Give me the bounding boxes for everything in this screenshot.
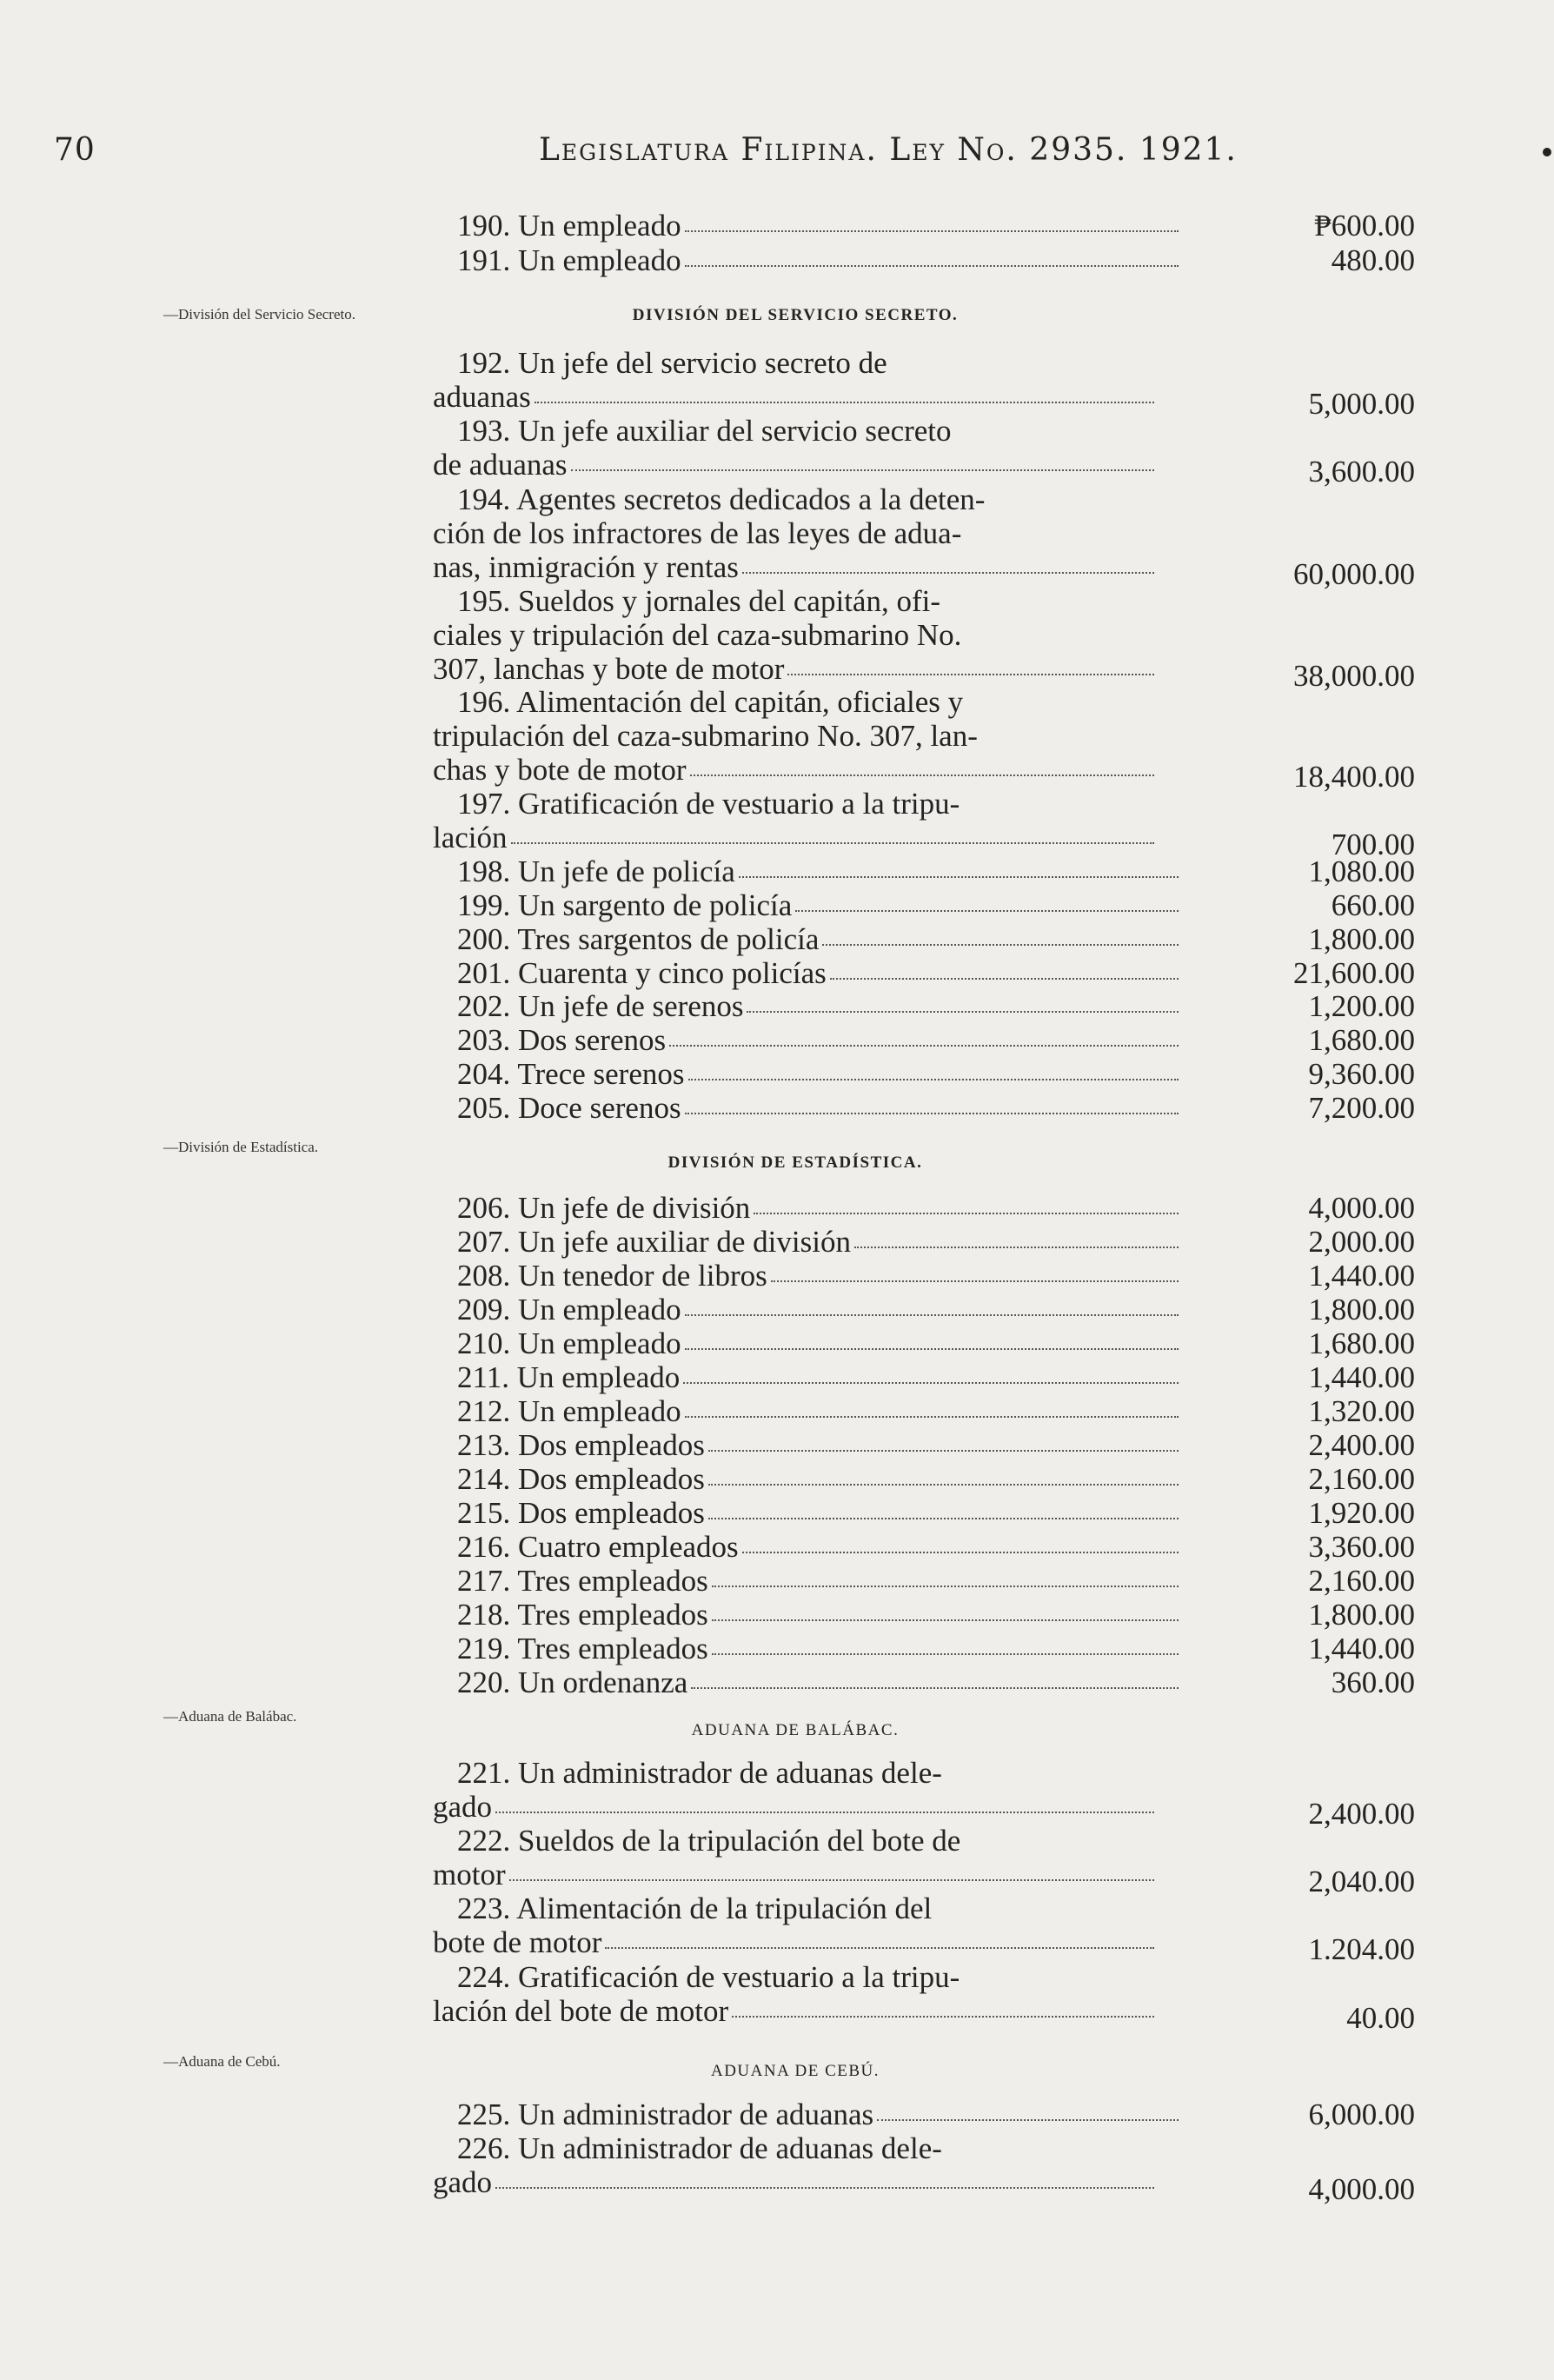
entry-amount: 1,680.00 (1308, 1023, 1415, 1057)
entry-amount: 9,360.00 (1308, 1057, 1415, 1091)
entry-text: lación (433, 821, 508, 854)
entry-text: 216. Cuatro empleados (457, 1530, 739, 1564)
leader-dots (685, 227, 1179, 232)
entry-text: 207. Un jefe auxiliar de división (457, 1225, 851, 1259)
leader-dots (712, 1650, 1179, 1655)
entry-item (433, 854, 1154, 888)
leader-dots (708, 1514, 1179, 1519)
entry-text: 221. Un administrador de aduanas dele- (457, 1756, 942, 1790)
entry-text: de aduanas (433, 448, 568, 482)
entry-text: 203. Dos serenos (457, 1023, 667, 1057)
entry-text: 210. Un empleado (457, 1326, 681, 1360)
leader-dots (685, 1311, 1179, 1316)
leader-dots (535, 398, 1154, 403)
leader-dots (669, 1041, 1179, 1047)
entry-amount: 2,160.00 (1308, 1462, 1415, 1496)
entry-text: 307, lanchas y bote de motor (433, 652, 785, 686)
entry-amount: 1,440.00 (1308, 1632, 1415, 1665)
entry-amount: 1,440.00 (1308, 1360, 1415, 1394)
leader-dots (708, 1480, 1179, 1486)
entry-item (433, 1428, 1154, 1462)
entry-amount: 60,000.00 (1293, 557, 1415, 591)
entry-text: gado (433, 1790, 493, 1824)
leader-dots (742, 1548, 1179, 1553)
entry-amount: 6,000.00 (1308, 2097, 1415, 2131)
entry-amount: 1,920.00 (1308, 1496, 1415, 1530)
margin-note-estadistica: —División de Estadística. (163, 1139, 319, 1155)
entry-text: 212. Un empleado (457, 1394, 681, 1428)
entry-item (433, 956, 1154, 990)
entry-item (433, 482, 1154, 584)
section-heading-balabac: ADUANA DE BALÁBAC. (691, 1721, 900, 1739)
leader-dots (754, 1209, 1179, 1214)
leader-dots (683, 1379, 1179, 1384)
entry-item (433, 1756, 1154, 1824)
leader-dots (685, 1345, 1179, 1350)
entry-amount: ₱600.00 (1314, 209, 1415, 243)
leader-dots (854, 1243, 1179, 1248)
entry-text: 218. Tres empleados (457, 1598, 708, 1632)
entry-amount: 660.00 (1331, 888, 1415, 922)
entry-item (433, 209, 1154, 243)
stray-dot (1543, 148, 1551, 156)
entry-amount: 2,160.00 (1308, 1564, 1415, 1598)
entry-item (433, 1564, 1154, 1598)
entry-item (433, 584, 1154, 686)
entry-amount: 1,800.00 (1308, 1293, 1415, 1326)
entry-item (433, 1891, 1154, 1959)
entry-amount: 1,320.00 (1308, 1394, 1415, 1428)
entry-text: 225. Un administrador de aduanas (457, 2097, 874, 2131)
entry-text: chas y bote de motor (433, 753, 687, 787)
entry-text: ción de los infractores de las leyes de adua- (433, 516, 962, 550)
entry-text: 211. Un empleado (457, 1360, 681, 1394)
section-heading-servicio-secreto: DIVISIÓN DEL SERVICIO SECRETO. (632, 306, 959, 324)
entry-item (433, 1665, 1154, 1699)
entry-amount: 2,000.00 (1308, 1225, 1415, 1259)
entry-item (433, 1293, 1154, 1326)
entry-amount: 4,000.00 (1308, 1191, 1415, 1225)
entry-text: 199. Un sargento de policía (457, 888, 793, 922)
leader-dots (771, 1277, 1179, 1282)
entry-text: 215. Dos empleados (457, 1496, 705, 1530)
entry-item (433, 2097, 1154, 2131)
entry-text: 198. Un jefe de policía (457, 854, 735, 888)
entry-item (433, 1530, 1154, 1564)
leader-dots (712, 1616, 1179, 1621)
entry-text: 200. Tres sargentos de policía (457, 922, 820, 956)
entry-text: 226. Un administrador de aduanas dele- (457, 2131, 942, 2165)
entry-item (433, 1598, 1154, 1632)
entry-item (433, 243, 1154, 277)
margin-note-cebu: —Aduana de Cebú. (163, 2053, 281, 2070)
leader-dots (830, 974, 1179, 980)
entry-amount: 1,800.00 (1308, 922, 1415, 956)
entry-text: 213. Dos empleados (457, 1428, 705, 1462)
entry-text: 204. Trece serenos (457, 1057, 685, 1091)
entry-text: 202. Un jefe de serenos (457, 989, 744, 1023)
entry-amount: 700.00 (1331, 828, 1415, 861)
leader-dots (509, 1876, 1154, 1881)
entry-item (433, 346, 1154, 414)
entry-amount: 480.00 (1331, 243, 1415, 277)
entry-text: 193. Un jefe auxiliar del servicio secreto (457, 414, 952, 448)
leader-dots (795, 907, 1179, 912)
entry-text: motor (433, 1858, 506, 1891)
entry-text: 201. Cuarenta y cinco policías (457, 956, 827, 990)
section-heading-cebu: ADUANA DE CEBÚ. (710, 2062, 880, 2080)
entry-text: 223. Alimentación de la tripulación del (457, 1891, 933, 1925)
entry-item (433, 1191, 1154, 1225)
entry-item (433, 1326, 1154, 1360)
entry-amount: 7,200.00 (1308, 1091, 1415, 1125)
entry-text: gado (433, 2165, 493, 2199)
leader-dots (732, 2012, 1154, 2018)
entry-text: 190. Un empleado (457, 209, 681, 243)
entry-text: 192. Un jefe del servicio secreto de (457, 346, 887, 380)
entry-item (433, 888, 1154, 922)
entry-item (433, 414, 1154, 482)
entry-amount: 18,400.00 (1293, 760, 1415, 794)
leader-dots (690, 771, 1154, 776)
entry-item (433, 1057, 1154, 1091)
leader-dots (787, 670, 1154, 675)
entry-item (433, 1960, 1154, 2028)
entry-item (433, 1091, 1154, 1125)
entry-amount: 3,600.00 (1308, 455, 1415, 489)
entry-text: 191. Un empleado (457, 243, 681, 277)
entry-amount: 21,600.00 (1293, 956, 1415, 990)
entry-text: bote de motor (433, 1925, 602, 1959)
entry-text: nas, inmigración y rentas (433, 550, 739, 584)
entry-text: 224. Gratificación de vestuario a la tripu- (457, 1960, 960, 1994)
entry-item (433, 922, 1154, 956)
entry-text: tripulación del caza-submarino No. 307, lan- (433, 719, 978, 753)
entry-amount: 40.00 (1346, 2001, 1415, 2035)
entry-text: aduanas (433, 380, 531, 414)
leader-dots (708, 1446, 1179, 1452)
margin-note-servicio-secreto: —División del Servicio Secreto. (163, 306, 355, 322)
leader-dots (739, 873, 1179, 878)
entry-text: 205. Doce serenos (457, 1091, 681, 1125)
entry-text: lación del bote de motor (433, 1994, 729, 2028)
entry-amount: 1,680.00 (1308, 1326, 1415, 1360)
entry-amount: 360.00 (1331, 1665, 1415, 1699)
margin-note-balabac: —Aduana de Balábac. (163, 1708, 297, 1725)
leader-dots (822, 941, 1179, 946)
entry-amount: 1.204.00 (1308, 1932, 1415, 1966)
entry-item (433, 1360, 1154, 1394)
entry-amount: 5,000.00 (1308, 387, 1415, 421)
entry-item (433, 989, 1154, 1023)
leader-dots (877, 2116, 1179, 2121)
leader-dots (495, 1808, 1154, 1813)
entry-amount: 1,800.00 (1308, 1598, 1415, 1632)
entry-text: 219. Tres empleados (457, 1632, 708, 1665)
leader-dots (688, 1075, 1179, 1080)
entry-text: 197. Gratificación de vestuario a la tripu- (457, 787, 960, 821)
running-title: Legislatura Filipina. Ley No. 2935. 1921. (539, 132, 1238, 168)
entry-amount: 1,080.00 (1308, 854, 1415, 888)
leader-dots (685, 1109, 1179, 1114)
entry-text: 196. Alimentación del capitán, oficiales y (457, 685, 964, 719)
leader-dots (742, 568, 1154, 574)
leader-dots (685, 262, 1179, 267)
entry-item (433, 1394, 1154, 1428)
entry-text: 195. Sueldos y jornales del capitán, ofi- (457, 584, 940, 618)
entry-item (433, 2131, 1154, 2199)
entry-text: ciales y tripulación del caza-submarino No. (433, 618, 962, 652)
leader-dots (511, 839, 1154, 844)
section-heading-estadistica: DIVISIÓN DE ESTADÍSTICA. (667, 1153, 923, 1172)
entry-text: 206. Un jefe de división (457, 1191, 751, 1225)
entry-item (433, 1023, 1154, 1057)
entry-amount: 38,000.00 (1293, 659, 1415, 693)
entry-amount: 2,400.00 (1308, 1797, 1415, 1831)
entry-item (433, 1632, 1154, 1665)
entry-text: 208. Un tenedor de libros (457, 1259, 767, 1293)
entry-amount: 2,400.00 (1308, 1428, 1415, 1462)
leader-dots (605, 1944, 1154, 1949)
leader-dots (747, 1007, 1179, 1013)
entry-text: 214. Dos empleados (457, 1462, 705, 1496)
entry-item (433, 1259, 1154, 1293)
entry-amount: 4,000.00 (1308, 2172, 1415, 2206)
entry-item (433, 685, 1154, 787)
leader-dots (495, 2184, 1154, 2189)
page-number: 70 (54, 132, 96, 168)
entry-amount: 1,440.00 (1308, 1259, 1415, 1293)
entry-text: 220. Un ordenanza (457, 1665, 688, 1699)
leader-dots (571, 466, 1154, 471)
leader-dots (685, 1413, 1179, 1418)
entry-item (433, 787, 1154, 854)
entry-amount: 3,360.00 (1308, 1530, 1415, 1564)
entry-text: 194. Agentes secretos dedicados a la deten- (457, 482, 986, 516)
leader-dots (691, 1684, 1179, 1689)
entry-amount: 2,040.00 (1308, 1865, 1415, 1898)
entry-text: 217. Tres empleados (457, 1564, 708, 1598)
entry-item (433, 1462, 1154, 1496)
entry-text: 222. Sueldos de la tripulación del bote de (457, 1824, 961, 1858)
entry-text: 209. Un empleado (457, 1293, 681, 1326)
entry-item (433, 1824, 1154, 1891)
entry-item (433, 1225, 1154, 1259)
entry-amount: 1,200.00 (1308, 989, 1415, 1023)
leader-dots (712, 1582, 1179, 1587)
entry-item (433, 1496, 1154, 1530)
